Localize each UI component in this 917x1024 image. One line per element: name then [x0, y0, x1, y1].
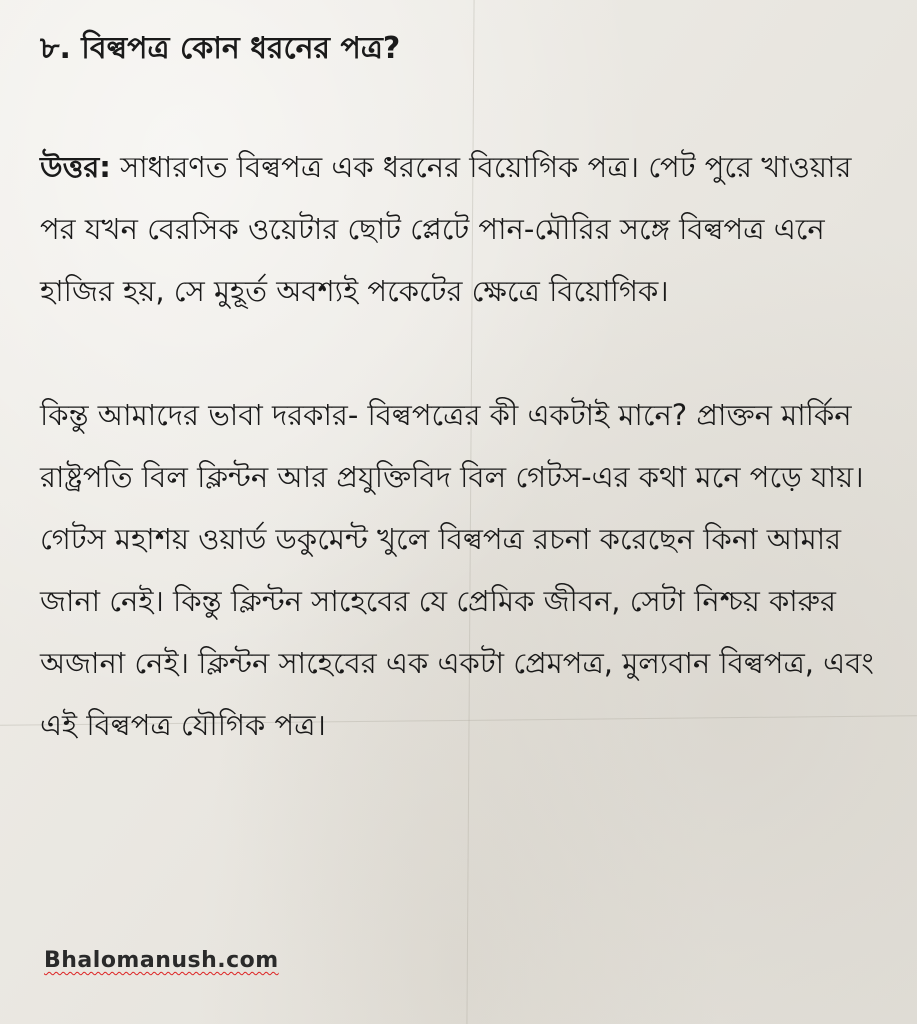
answer-text: সাধারণত বিল্বপত্র এক ধরনের বিয়োগিক পত্র। পেট পুরে খাওয়ার পর যখন বেরসিক ওয়েটার ছোট প্লেটে পান-মৌরির সঙ্গে বিল্বপত্র এনে হাজির হয়, সে মুহূর্ত অবশ্যই পকেটের ক্ষেত্রে বিয়োগিক।: [40, 150, 852, 308]
answer-label: উত্তর:: [40, 150, 111, 184]
body-paragraph: কিন্তু আমাদের ভাবা দরকার- বিল্বপত্রের কী একটাই মানে? প্রাক্তন মার্কিন রাষ্ট্রপতি বিল ক্লিন্টন আর প্রযুক্তিবিদ বিল গেটস-এর কথা মনে পড়ে যায়। গেটস মহাশয় ওয়ার্ড ডকুমেন্ট খুলে বিল্বপত্র রচনা করেছেন কিনা আমার জানা নেই। কিন্তু ক্লিন্টন সাহেবের যে প্রেমিক জীবন, সেটা নিশ্চয় কারুর অজানা নেই। ক্লিন্টন সাহেবের এক একটা প্রেমপত্র, মুল্যবান বিল্বপত্র, এবং এই বিল্বপত্র যৌগিক পত্র।: [40, 398, 874, 742]
answer-paragraph: [40, 136, 890, 322]
question-heading: ৮. বিল্বপত্র কোন ধরনের পত্র?: [40, 31, 401, 66]
site-watermark: Bhalomanush.com: [44, 948, 279, 973]
document-body: [40, 20, 890, 756]
